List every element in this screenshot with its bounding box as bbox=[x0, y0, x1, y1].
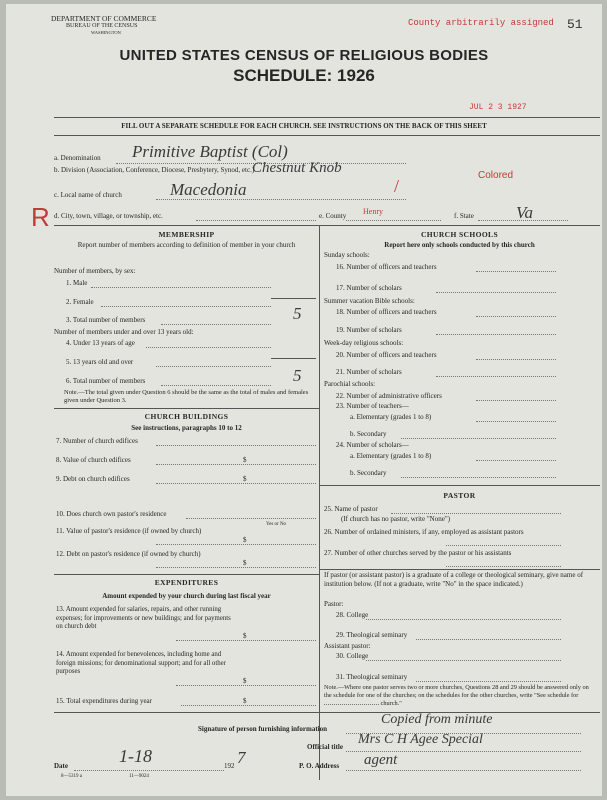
q24b: b. Secondary bbox=[350, 469, 387, 477]
q2-line bbox=[101, 306, 271, 307]
city-line bbox=[196, 220, 316, 221]
membership-intro: Report number of members according to definition of member in your church bbox=[77, 241, 296, 249]
pastor-note-text: Note.—Where one pastor serves two or more churches, Questions 28 and 29 should be answered only on the schedule for one of the churches; on the schedules for the other churches, write "See schedule for bbox=[324, 684, 589, 699]
q1-line bbox=[91, 287, 271, 288]
q6-total: 6. Total number of members bbox=[66, 377, 146, 385]
department-label: DEPARTMENT OF COMMERCE bbox=[51, 14, 157, 23]
q9-line bbox=[156, 483, 316, 484]
q19-line bbox=[436, 334, 556, 335]
q11-line bbox=[156, 544, 316, 545]
q30-college: 30. College bbox=[336, 652, 369, 660]
q25-note: (If church has no pastor, write "None") bbox=[341, 515, 451, 523]
date-label: Date bbox=[54, 762, 68, 770]
q31-line bbox=[416, 681, 561, 682]
pastor-note bbox=[324, 684, 594, 707]
under-over-label: Number of members under and over 13 years old: bbox=[54, 328, 194, 336]
q5-answer-rule bbox=[271, 358, 316, 359]
graduate-note: If pastor (or assistant pastor) is a graduate of a college or theological seminary, give name of institution below. (If not a graduate, write "No" in the space indicated.) bbox=[324, 571, 584, 588]
q6-value: 5 bbox=[293, 366, 302, 385]
po-address-label: P. O. Address bbox=[299, 762, 340, 770]
q28-college: 28. College bbox=[336, 611, 369, 619]
year-prefix: 192 bbox=[224, 762, 235, 770]
official-title-label: Official title bbox=[307, 743, 343, 751]
q28-line bbox=[366, 619, 561, 620]
parochial-schools-label: Parochial schools: bbox=[324, 380, 376, 388]
membership-bottom-rule bbox=[54, 408, 319, 409]
date-line bbox=[74, 770, 224, 771]
q22: 22. Number of administrative officers bbox=[336, 392, 442, 400]
q13-line bbox=[176, 640, 316, 641]
membership-note: Note.—The total given under Question 6 should be the same as the total of males and females given under Question 3. bbox=[64, 389, 309, 404]
q4-line bbox=[146, 347, 271, 348]
date-value: 1-18 bbox=[119, 746, 152, 766]
q25-line bbox=[391, 513, 561, 514]
county-assigned-stamp: County arbitrarily assigned bbox=[408, 18, 554, 28]
q8-value-edifices: 8. Value of church edifices bbox=[56, 456, 131, 464]
q10-line bbox=[186, 518, 316, 519]
q20: 20. Number of officers and teachers bbox=[336, 351, 437, 359]
q9-dollar: $ bbox=[243, 475, 247, 483]
date-received-stamp: JUL 2 3 1927 bbox=[469, 103, 527, 112]
sunday-schools-label: Sunday schools: bbox=[324, 251, 370, 259]
signature-value: Copied from minute bbox=[381, 712, 493, 727]
state-label: f. State bbox=[454, 212, 474, 220]
q12-debt-residence: 12. Debt on pastor's residence (if owned by church) bbox=[56, 550, 201, 558]
q5-line bbox=[156, 366, 271, 367]
q13-dollar: $ bbox=[243, 632, 247, 640]
q3-value: 5 bbox=[293, 304, 302, 323]
q23b-line bbox=[401, 438, 556, 439]
county-label: e. County bbox=[319, 212, 347, 220]
q29-line bbox=[416, 639, 561, 640]
footer-top-rule bbox=[54, 712, 600, 713]
denomination-label: a. Denomination bbox=[54, 154, 101, 162]
q23a: a. Elementary (grades 1 to 8) bbox=[350, 413, 432, 421]
q13-running-expenses: 13. Amount expended for salaries, repairs, and other running expenses; for improvements or new buildings; and for payments on church debt bbox=[56, 606, 231, 630]
q24a-line bbox=[476, 460, 556, 461]
schools-sub: Report here only schools conducted by this church bbox=[384, 241, 535, 249]
q22-line bbox=[476, 400, 556, 401]
check-mark: / bbox=[394, 176, 400, 196]
schools-bottom-rule bbox=[319, 485, 600, 486]
margin-mark: R bbox=[31, 202, 50, 232]
q11-value-residence: 11. Value of pastor's residence (if owned by church) bbox=[56, 527, 202, 535]
colored-stamp: Colored bbox=[478, 170, 514, 181]
q27-line bbox=[446, 566, 561, 567]
q12-dollar: $ bbox=[243, 559, 247, 567]
form-number: 8—5319 a bbox=[61, 774, 82, 779]
q2-answer-rule bbox=[271, 298, 316, 299]
q18: 18. Number of officers and teachers bbox=[336, 308, 437, 316]
pastor-label: Pastor: bbox=[324, 600, 344, 608]
q24a: a. Elementary (grades 1 to 8) bbox=[350, 452, 432, 460]
city-label: WASHINGTON bbox=[91, 30, 121, 35]
expenditures-heading: EXPENDITURES bbox=[154, 578, 219, 587]
local-name-value: Macedonia bbox=[170, 180, 247, 199]
po-address-line bbox=[346, 770, 581, 771]
main-top-rule bbox=[54, 225, 600, 226]
q17: 17. Number of scholars bbox=[336, 284, 402, 292]
census-schedule-sheet bbox=[6, 4, 602, 796]
q11-dollar: $ bbox=[243, 536, 247, 544]
instruction-line: FILL OUT A SEPARATE SCHEDULE FOR EACH CHURCH. SEE INSTRUCTIONS ON THE BACK OF THIS SHEET bbox=[121, 122, 487, 130]
page-number: 51 bbox=[567, 17, 583, 32]
q30-line bbox=[366, 660, 561, 661]
q19: 19. Number of scholars bbox=[336, 326, 402, 334]
q2-female: 2. Female bbox=[66, 298, 94, 306]
q14-benevolences: 14. Amount expended for benevolences, including home and foreign missions; for denominational support; and for all other purposes bbox=[56, 651, 226, 675]
q8-line bbox=[156, 464, 316, 465]
weekday-schools-label: Week-day religious schools: bbox=[324, 339, 404, 347]
q17-line bbox=[436, 292, 556, 293]
expenditures-sub: Amount expended by your church during last fiscal year bbox=[102, 592, 271, 600]
form-number-2: 11—9024 bbox=[129, 774, 149, 779]
q4-under-13: 4. Under 13 years of age bbox=[66, 339, 135, 347]
buildings-bottom-rule bbox=[54, 574, 319, 575]
q5-13-and-over: 5. 13 years old and over bbox=[66, 358, 134, 366]
q20-line bbox=[476, 359, 556, 360]
q16-line bbox=[476, 271, 556, 272]
city-label: d. City, town, village, or township, etc. bbox=[54, 212, 163, 220]
q14-line bbox=[176, 685, 316, 686]
q29-seminary: 29. Theological seminary bbox=[336, 631, 408, 639]
summer-schools-label: Summer vacation Bible schools: bbox=[324, 297, 415, 305]
column-divider bbox=[319, 225, 320, 780]
pastor-mid-rule bbox=[319, 569, 600, 570]
state-value: Va bbox=[516, 203, 533, 222]
q3-total: 3. Total number of members bbox=[66, 316, 146, 324]
form-title: UNITED STATES CENSUS OF RELIGIOUS BODIES bbox=[119, 47, 489, 64]
pastor-note-blank bbox=[324, 704, 379, 705]
q3-line bbox=[161, 324, 271, 325]
county-line bbox=[346, 220, 441, 221]
yes-no-label: Yes or No bbox=[266, 522, 287, 527]
q26-assistant-ministers: 26. Number of ordained ministers, if any, employed as assistant pastors bbox=[324, 528, 524, 536]
q12-line bbox=[156, 567, 316, 568]
buildings-sub: See instructions, paragraphs 10 to 12 bbox=[131, 424, 242, 432]
q9-debt-edifices: 9. Debt on church edifices bbox=[56, 475, 130, 483]
q21-line bbox=[436, 376, 556, 377]
q21: 21. Number of scholars bbox=[336, 368, 402, 376]
members-by-sex-label: Number of members, by sex: bbox=[54, 267, 136, 275]
official-title-value: Mrs C H Agee Special bbox=[358, 732, 483, 747]
header-rule-2 bbox=[54, 135, 600, 136]
schools-heading: CHURCH SCHOOLS bbox=[420, 230, 499, 239]
q15-line bbox=[181, 705, 316, 706]
q23a-line bbox=[476, 421, 556, 422]
denomination-value: Primitive Baptist (Col) bbox=[132, 142, 288, 161]
q24b-line bbox=[401, 477, 556, 478]
assistant-pastor-label: Assistant pastor: bbox=[324, 642, 371, 650]
q10-owns-residence: 10. Does church own pastor's residence bbox=[56, 510, 167, 518]
q16: 16. Number of officers and teachers bbox=[336, 263, 437, 271]
q7-church-edifices: 7. Number of church edifices bbox=[56, 437, 138, 445]
membership-heading: MEMBERSHIP bbox=[158, 230, 215, 239]
q15-total-expenditures: 15. Total expenditures during year bbox=[56, 697, 152, 705]
header-rule bbox=[54, 117, 600, 118]
q14-dollar: $ bbox=[243, 677, 247, 685]
year-suffix: 7 bbox=[237, 748, 246, 767]
schedule-year: SCHEDULE: 1926 bbox=[233, 66, 375, 85]
buildings-heading: CHURCH BUILDINGS bbox=[144, 412, 229, 421]
county-value: Henry bbox=[363, 207, 383, 216]
division-value: Chestnut Knob bbox=[252, 160, 342, 176]
pastor-note-end: church." bbox=[380, 699, 402, 707]
q23b: b. Secondary bbox=[350, 430, 387, 438]
division-label: b. Division (Association, Conference, Diocese, Presbytery, Synod, etc.) bbox=[54, 166, 255, 174]
q24: 24. Number of scholars— bbox=[336, 441, 409, 449]
q6-line bbox=[161, 385, 271, 386]
q15-dollar: $ bbox=[243, 697, 247, 705]
q18-line bbox=[476, 316, 556, 317]
po-address-value: agent bbox=[364, 752, 398, 768]
pastor-heading: PASTOR bbox=[443, 491, 476, 500]
q25-pastor-name: 25. Name of pastor bbox=[324, 505, 378, 513]
q23: 23. Number of teachers— bbox=[336, 402, 409, 410]
q27-other-churches: 27. Number of other churches served by the pastor or his assistants bbox=[324, 549, 512, 557]
q26-line bbox=[446, 545, 561, 546]
signature-label: Signature of person furnishing information bbox=[198, 725, 327, 733]
q1-male: 1. Male bbox=[66, 279, 88, 287]
local-name-label: c. Local name of church bbox=[54, 191, 122, 199]
bureau-label: BUREAU OF THE CENSUS bbox=[66, 23, 138, 29]
q31-seminary: 31. Theological seminary bbox=[336, 673, 408, 681]
q8-dollar: $ bbox=[243, 456, 247, 464]
q7-line bbox=[156, 445, 316, 446]
